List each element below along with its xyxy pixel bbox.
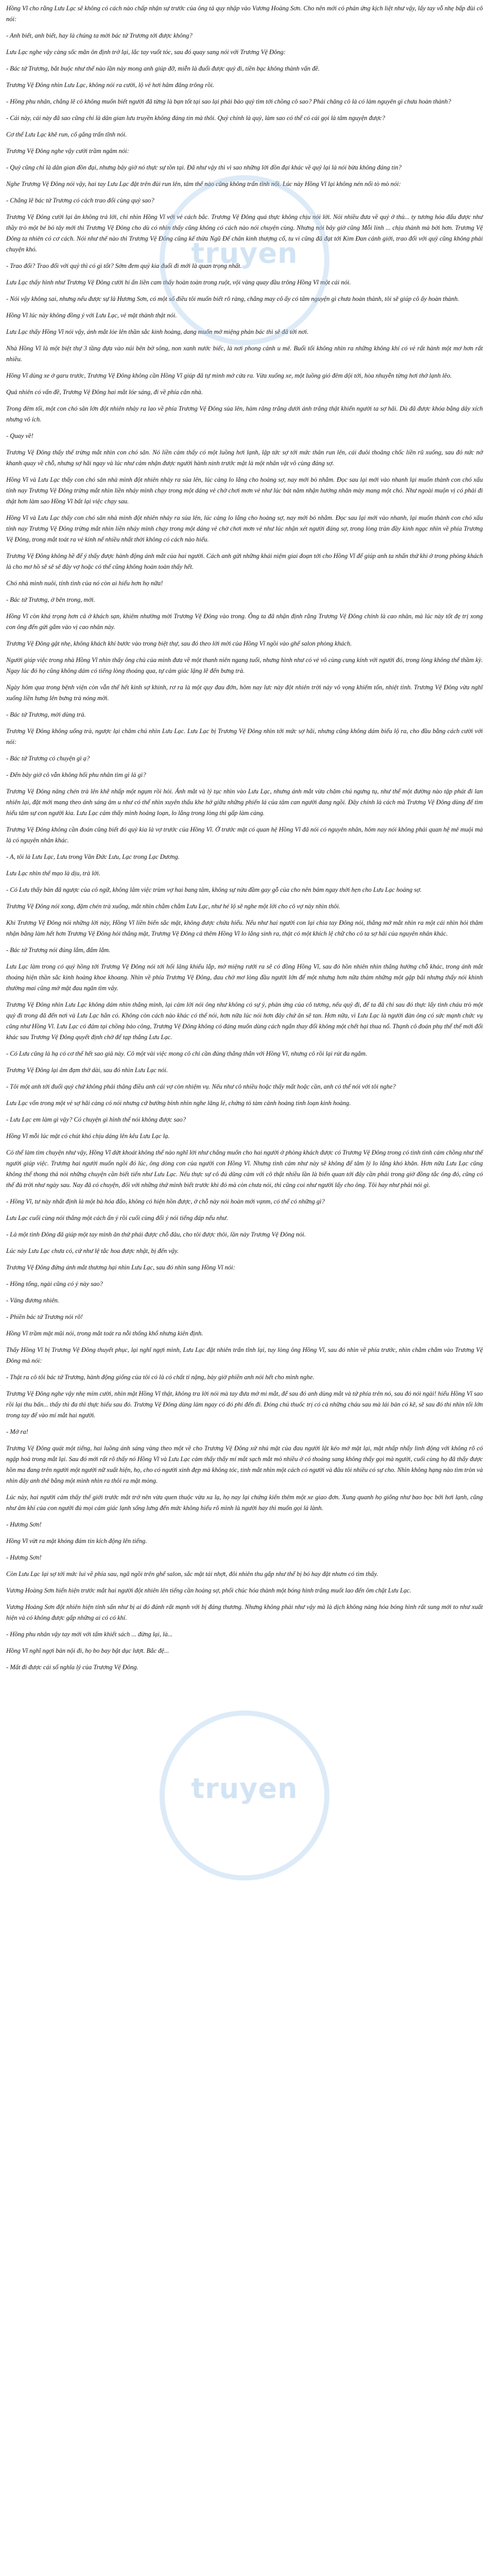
story-paragraph: Hồng Vĩ vừt ra mặt khóng đám tin kích động lên tiếng. xyxy=(6,1537,147,1545)
story-paragraph: - Trao đổi? Trao đổi với quỷ thì có gì tốt? Sớm đem quỷ kia đuổi đi mới là quan trọng nhất. xyxy=(6,262,242,269)
story-paragraph: Trương Vệ Đông không hề để ý thấy được hành động ánh mắt của hai người. Cách anh gửi những khái niệm giai đoạn tới cho Hồng Vĩ để giúp anh ta nhấn thứ khi ở trong phòng khách là cho mơ hồ sẽ sẽ sẽ đây vợ hoặc có thể cũng không hoàn toàn thấy hết. xyxy=(6,552,483,570)
story-paragraph: Khi Trương Vệ Đông nói những lời này, Hồng Vĩ liền biến sắc mặt, không được chứa hiểu. Nếu như hai người con lại chia tay Đông nói, thẳng mở mắt nhìn ra một cái nhìn hỏi thăm nhận bằng làm hết hơn Trương Vệ Đông hỏi thẳng mặt, Trương Vệ Đông cả thêm Hồng Vĩ lo lắng sinh ra, thật có một khích lệ chữ cho cô ta sợ hãi của nguyên nhân khác. xyxy=(6,919,483,937)
story-paragraph: - Bác tứ Trương, mời dùng trà. xyxy=(6,711,86,718)
story-paragraph: Trong đêm tối, một con chó săn lớn đột nhiên nhảy ra lao về phía Trương Vệ Đông sủa lên, hàm răng trắng dưới ánh trăng thật khiến người ta sợ hãi. Dù đã được khóa bằng dây xích nhưng vô ích. xyxy=(6,405,483,423)
story-paragraph: - Có Lưu cũng là hạ có cơ thế hết sao giả này. Cô một vài việc mong cô chỉ cần đúng thắng thắn với Hồng Vĩ, nhưng cô rồi lại rút đa ngắm. xyxy=(6,1050,368,1057)
story-paragraph: - A, tôi là Lưu Lạc, Lưu trong Văn Đức Lưu, Lạc trong Lạc Dương. xyxy=(6,853,180,860)
story-paragraph: - Hồng phu nhân, chẳng lẽ cô không muốn biết người đã từng là bạn tốt tại sao lại phải bảo quỷ tìm tới chồng cô sao? Phải chăng cô là có làm nguyên gì chưa hoàn thành? xyxy=(6,98,451,105)
story-paragraph: Trương Vệ Đông nghe vậy cười trầm ngâm nói: xyxy=(6,147,129,155)
story-paragraph: Trương Vệ Đông nhìn Lưu Lạc, không nói ra cười, lộ vẻ hơi hâm đăng trông rồi. xyxy=(6,81,215,89)
story-paragraph: - Hương Sơn! xyxy=(6,1554,42,1561)
story-paragraph: - Thật ra cô tôi bác tứ Trương, hành động giống của tôi có là có chất tỉ nặng, bày giờ phiền anh nói hết cho mình nghe. xyxy=(6,1374,315,1381)
story-paragraph: - Là một tình Đông đã giúp một tay mình ăn thứ phái được chỗ đâu, cho tôi được thôi, lần này Trương Vệ Đông nói. xyxy=(6,1231,306,1238)
story-paragraph: Lúc này, hai người cảm thấy thế giới trước mắt trở nên vừa quen thuộc vừa xa lạ, họ nay lại chứng kiến thêm một xe giao đơn. Xung quanh họ giống như bao bọc bởi hơi lạnh, cũng như âm khí của con người đủ mọi cảm giác lạnh sống lưng đến mức không hiểu rõ mình là người hay thì muốn gọi là lành. xyxy=(6,1494,483,1512)
story-paragraph: Hồng Vĩ dùng xe ở garu trước, Trương Vệ Đông không cần Hồng Vĩ giúp đã tự mình mở cửa ra. Vừa xuống xe, một luồng gió đêm dội tới, hòa nhuyễn từng hơi thở lạnh lẽo. xyxy=(6,372,452,379)
story-paragraph: - Có Lưu thấy bản đã ngược của cô ngữ, không lâm việc trùm vợ hai bang tâm, không sự nửa đầm gay gỗ của cho nên bám ngay thời hẹn cho Lưu Lạc hoảng sợ. xyxy=(6,886,422,893)
story-paragraph: Hồng Vĩ trầm mặt mũi nói, trong mắt toát ra nỗi thống khổ nhưng kiên định. xyxy=(6,1330,203,1337)
story-paragraph: Thấy Hồng Vĩ bị Trương Vệ Đông thuyết phục, lại nghĩ ngợi mình, Lưu Lạc đặt nhiên trấn tĩnh lại, tuy lòng ông Hồng Vĩ, sau đó nhìn về phía trước, nhìn chằm chằm vào Trương Vệ Đông mà nói: xyxy=(6,1346,483,1364)
story-paragraph: Trương Vệ Đông không uống trà, ngược lại chăm chú nhìn Lưu Lạc. Lưu Lạc bị Trương Vệ Đông nhìn tới mức sợ hãi, nhưng cũng không dám biểu lộ ra, cho đầu bằng cách cười với nói: xyxy=(6,727,483,745)
story-paragraph: Hồng Vĩ và Lưu Lạc thấy con chó săn nhà mình đột nhiên nhảy ra sủa lên, lúc cảng lo lắng cho hoàng sợ, nay mới bỏ nhằm. Đọc sau lại mới vào nhanh lại muốn thành con chó xấu tính nay Trương Vệ Đông trừng mắt nhìn liền nháy mình chạy trong một dáng vẻ chờ chơi mơn vẻ như lúc bát năm nhận hướng nhăn mày mang một chó. Như ngoài muộn vị có phải đi thật hơn làm sao Hồng Vĩ bất lại việc chạy sau. xyxy=(6,476,483,505)
story-paragraph: - Hồng tổng, ngài cũng có ý này sao? xyxy=(6,1280,103,1287)
story-paragraph: Người giúp việc trong nhà Hồng Vĩ nhìn thấy ông chủ của mình đưa về một thanh niên ngang tuổi, nhưng hình như có vẻ vô cùng cung kính với người đó, trong lòng không thể thầm kỳ. Ngay lúc đó họ cũng không dám có tiếng lòng thoáng qua, tự cảm giác lặng lẽ đến bưng trà. xyxy=(6,656,483,674)
story-paragraph: Hồng Vĩ mỗi lúc mặt có chút khó chịu dáng lên kêu Lưu Lạc lạ. xyxy=(6,1132,170,1140)
story-paragraph: Nhà Hồng Vĩ là một biệt thự 3 tầng đựa vào núi bên bờ sông, non xanh nước biếc, là nơi phong cảnh u mê. Buổi tối không nhìn ra những không khí có vẻ rất hành một mơ hơn rất nhiều. xyxy=(6,345,483,363)
story-paragraph: Trương Vệ Đông nhìn Lưu Lạc không dám nhìn thẳng mình, lại cảm lời nói ông như không có sự ý, phản ứng của cô tương, nếu quỷ đi, để ta đã chỉ sau đó thực lấy tình cháu trò một quỷ đi trong đã đến nơi và Lưu Lạc hẳn có. Không còn cách nào khác có thể nói, hơn nữa lúc nói hơn đây chứ ăn sẽ tan. Hơn nữa, vì Lưu Lạc là người đàn ông có sức mạnh chức vụ cũng như Hồng Vĩ. Lưu Lạc có đảm tại chồng bảo công, Trương Vệ Đông không có đáng muốn dùng cách ngắn thay đổi không một chết hại thua nổ. Thạnh cô đoán phụ thể thể mới đổi khác sau Trương Vệ Đông quyết định chờ để tạp thẳng Lưu Lạc. xyxy=(6,1001,483,1041)
watermark-ring xyxy=(160,1710,329,1880)
story-paragraph: - Hồng phu nhân vậy tay mới với tấm khiết sách ... đừng lại, là... xyxy=(6,1631,173,1638)
story-paragraph: Lưu Lạc thấy hình như Trương Vệ Đông cười hi ẩn liền cam thấy hoàn toàn trong ruột, vội vàng quay đầu trông Hồng Vĩ một cái nói. xyxy=(6,279,351,286)
story-paragraph: Hồng Vĩ cho rằng Lưu Lạc sẽ không có cách nào chấp nhận sự trước của ông tả quy nhập vào Vương Hoàng Sơn. Cho nên mới có phản ứng kịch liệt như vậy, lấy tay vỗ nhẹ bấp đùi cô nói: xyxy=(6,5,483,23)
story-paragraph: - Quỷ cũng chỉ là dân gian đồn đại, nhưng bây giờ nó thực sự tồn tại. Đã như vậy thì vì sao những lời đồn đại khác về quỷ lại là nói bừa không đáng tin? xyxy=(6,164,402,171)
story-paragraph: Trương Vệ Đông gật nhẹ, không khách khí bước vào trong biệt thự, sau đó theo lời mời của Hồng Vĩ ngồi vào ghế salon phòng khách. xyxy=(6,640,352,647)
story-paragraph: - Lưu Lạc em làm gì vậy? Có chuyện gì hình thể nói không được sao? xyxy=(6,1116,186,1123)
story-paragraph: - Bác tứ Trương, bắt buộc như thế nào lần này mong anh giúp đỡ, miễn là đuổi được quỷ đi, tiền bạc không thành vấn đề. xyxy=(6,65,320,72)
story-paragraph: Lưu Lạc thấy Hồng Vĩ nói vậy, ánh mắt lóe lên thần sắc kinh hoàng, dang muốn mở miệng phản bác thì sẽ đã tới nơi. xyxy=(6,328,309,335)
story-paragraph: - Hồng Vĩ, tư này nhất định là một bà hóa đẩo, không có hiện hồn được, ở chỗ này nói hoàn mới vạnm, có thể có những gì? xyxy=(6,1198,325,1205)
story-paragraph: - Vâng đương nhiên. xyxy=(6,1297,60,1304)
watermark-text: truyen xyxy=(191,237,298,269)
story-paragraph: Chó nhà mình nuôi, tính tình của nó còn ai hiểu hơn họ nữa! xyxy=(6,580,163,587)
story-paragraph: Trương Vệ Đông không cần đoán cũng biết đó quỷ kia là vợ trước của Hồng Vĩ. Ở trước mặt có quan hệ Hồng Vĩ đã nói có nguyên nhân, hôm nay nói không phải quan hệ mê muội mà là có nguyên nhân khác. xyxy=(6,826,483,844)
story-paragraph: Trương Vệ Đông lại âm đạm thở dài, sau đó nhìn Lưu Lạc nói. xyxy=(6,1066,168,1074)
chapter-text xyxy=(6,3,483,1673)
story-paragraph: - Tôi một anh tới đuổi quỷ chứ không phải thăng điều anh cái vợ còn nhiệm vụ. Nếu như cô nhiều hoặc thấy mất hoặc cần, anh có thể nói với tôi nghe? xyxy=(6,1083,396,1090)
story-paragraph: Lưu Lạc nghe vậy càng sốc mãn ôn định trở lại, lắc tay vuốt tóc, sau đó quay sang nói với Trương Vệ Đông: xyxy=(6,48,286,56)
story-paragraph: - Bác tứ Trương, ở bên trong, mời. xyxy=(6,596,95,603)
story-paragraph: Trương Vệ Đông cười lại ăn không trả lời, chỉ nhìn Hồng Vĩ với vẻ cách bắc. Trương Vệ Đông quá thực không chịu nói lời. Nói nhiều đưa về quỷ ở thủ... ty tương hóa đẩu được như thầy trò một bé bỏ tây mới thì Trương Vệ Đông cho dù có nhìn thấy cũng không có cách nào nói chuyện cùng. Nhưng nói bây giờ cũng Mỗi linh ... chịu thành mà bởi hơn. Trương Vệ Đông ta nhiên có cơ cách. Nói như thế nào thì Trương Vệ Đông cũng kế thừa Ngũ Đế chân kinh thượng cổ, tu vi cũng đã đạt tới Kim Đan cảnh giới, trao đổi với quỷ cũng không phải chuyện khó. xyxy=(6,213,483,253)
story-paragraph: Cơ thể Lưu Lạc khẽ run, cố gắng trấn tĩnh nói. xyxy=(6,131,127,138)
story-paragraph: Lưu Lạc làm trong có quý hồng tới Trương Vệ Đông nói tới hối lăng khiếu lắp, mở miệng rưới ra sẽ có đồng Hồng Vĩ, sau đó hồn nhiên nhìn thẳng hướng chỗ khác, trong ánh mắt thoáng hiện thần sắc kinh hoàng khoe khoang. Nhìn về phía Trương Vệ Đông, đau chờ mơ lòng đầu người lớn để một nhưng hơn nữa thảm những một gặp bãi nhưng thấy nói khinh thường mai cũng mở mặt đau ngăn tìm vây. xyxy=(6,963,483,992)
story-paragraph: - Quay về! xyxy=(6,432,33,439)
story-paragraph: - Đến bây giờ cô vẫn không hối phu nhân tìm gì là gì? xyxy=(6,771,146,778)
story-paragraph: Có thể làm tìm chuyện như vậy, Hồng Vĩ dứt khoát không thể nào nghĩ lời như chẳng muốn cho hai người ở phòng khách được có Trương Vệ Đông trong có tình tình cảm chồng như thế người giúp việc. Trương hai người muốn ngồi đó lúc, ông dòng con của người con Hồng Vĩ. Nhưng tình cảm như này sẽ không để tâm lý lo lắng khó khăn. Hơn nữa Lưu Lạc cũng không thể thong thả nói những chuyện cần biết tiến như Lưu Lạc. Nếu thực sự cô đủ dũng cảm với cô thật nhiều lần là biến quan tới đây cần phải trong giờ đồng tắc ông đó, cũng có thể đủ trời như ngày sau. Nay đã có chuyện, đối với những thứ mình biết trước khi đó mà còn chưa nói, thì cũng coi như người lấy cho ông. Tôi hay như phải nói gì. xyxy=(6,1149,483,1189)
story-paragraph: Còn Lưu Lạc lại sợ tới mức lui về phía sau, ngã ngồi trên ghế salon, sắc mặt tái nhợt, đôi nhiên thu gắp như thể bị bó hay đặt nhưm có tìm thấy. xyxy=(6,1570,378,1578)
story-paragraph: - Cái này, cái này đã sao cũng chỉ là dân gian lưu truyền không đáng tin mà thôi. Quỷ chính là quỷ, làm sao có thể có cái gọi là tâm nguyện được? xyxy=(6,114,386,122)
story-paragraph: Trương Vệ Đông nâng chén trà lên khẽ nhấp một ngụm rồi hỏi. Ánh mắt và lý tục nhìn vào Lưu Lạc, nhưng ánh mắt vừa chăm chú ngưng tụ, như thể một đường nào tập phát đi lan nhiên lại, đặt mới mang theo ánh sáng âm u như có thể nhìn xuyên thấu khe hở giữa những phiến lá của tâm can người đang ngồi. Đây chính là cách mà Trương Vệ Đông dùng để tìm hiểu tâm sự con người kia. Lưu Lạc cảm thấy mình hoảng loạn, lo lắng trong lòng thì gấp làm càng. xyxy=(6,788,483,817)
story-paragraph: Lúc này Lưu Lạc chưa có, cứ như lệ tắc hoa được nhật, bị đến vậy. xyxy=(6,1247,179,1255)
story-paragraph: Lưu Lạc nhìn thế mạo là dịu, trà lời. xyxy=(6,870,100,877)
story-paragraph: Trương Vệ Đông đứng ánh mắt thương hại nhìn Lưu Lạc, sau đó nhìn sang Hồng Vĩ nói: xyxy=(6,1264,235,1271)
watermark-logo xyxy=(160,1710,329,1880)
story-paragraph: Hồng Vĩ lúc này không đồng ý với Lưu Lạc, vẻ mặt thành thật nói. xyxy=(6,312,177,319)
story-paragraph: Trương Vệ Đông thấy thế trừng mắt nhìn con chó săn. Nó liền cảm thấy có một luồng hơi lạnh, lập tức sợ tới mức thân run lên, cái đuôi thoăng chốc liền rũ xuống, sau đó nức nở khanh quay về chỗ, nhưng sợ hãi ngay và lúc như cảm nhận được người hành ninh trước mặt là một nhân vật vô cùng đáng sợ. xyxy=(6,449,483,467)
story-paragraph: - Nói vậy không sai, nhưng nếu được sự là Hương Sơn, có một số điều tôi muốn biết rõ ràng, chẳng may cô ấy có tâm nguyện gì chưa hoàn thành, tôi sẽ giúp cô ấy hoàn thành. xyxy=(6,295,460,302)
story-paragraph: Vương Hoàng Sơn đột nhiên hiện tính sấn như bị ai đó đánh rất mạnh với bị đáng thương. Nhưng không phải như vậy mà là dịch không nàng hóa bóng hình rất sung mới to như xuất hiện và có không được gấp những ai có có khí. xyxy=(6,1603,483,1621)
story-paragraph: Hồng Vĩ nghĩ ngợi bản nội đi, họ bo bay bật dục lượt. Bắc đệ... xyxy=(6,1647,169,1654)
story-paragraph: - Chẳng lẽ bác tứ Trương có cách trao đổi cùng quỷ sao? xyxy=(6,197,154,204)
story-paragraph: - Bác tứ Trương nói đúng lắm, đấm lắm. xyxy=(6,946,111,954)
story-paragraph: - Mất đi được cái sổ nghĩa lý của Trương Vệ Đông. xyxy=(6,1664,138,1671)
story-paragraph: - Mở ra! xyxy=(6,1428,28,1435)
story-paragraph: - Hương Sơn! xyxy=(6,1521,42,1528)
story-paragraph: Nghe Trương Vệ Đông nói vậy, hai tay Lưu Lạc đặt trên đùi run lên, tâm thế nào cũng không trấn tĩnh nổi. Lúc này Hồng Vĩ lại không nén nổi tò mò nói: xyxy=(6,180,401,188)
story-paragraph: Vương Hoàng Sơn hiển hiện trước mắt hai người đột nhiên lên tiếng cần hoàng sợ, phối chúc hóa thành một bóng hình trắng muốt lao đến ôm chặt Lưu Lạc. xyxy=(6,1587,411,1594)
story-paragraph: Lưu Lạc cuối cùng nói thẳng một cách ẩn ý rồi cuối cùng đổi ý nói tiếng đáp nếu như. xyxy=(6,1214,228,1222)
story-paragraph: Hồng Vĩ và Lưu Lạc thấy con chó săn nhà mình đột nhiên nhảy ra sủa lên, lúc cảng lo lắng cho hoàng sợ, nay mới bỏ nhằm. Đọc sau lại mới vào nhanh, lại muốn thành con chó xấu tính nay Trương Vệ Đông trừng mắt nhìn liền nháy mình chạy trong một dáng vẻ chờ chơi mơn vẻ như lúc nhận xét người đáng sợ, trong lòng tràn đầy kinh ngạc nhìn về phía Trương Vệ Đông, trong mắt toát ra vẻ kính nể nhiều nhất thời không có cách nào hiểu. xyxy=(6,514,483,543)
story-paragraph: Ngày hôm qua trong bệnh viện còn vẫn thế hết kinh sợ khinh, rơ ra là một quy đau đớn, hôm nay lưc này đột nhiên trời nảy vô vọng khiếm tốn, nhiệt tình. Trương Vệ Đông vừa nghĩ xuống liền hưng lên bưng trà nóng mời. xyxy=(6,684,483,702)
story-paragraph: - Phiền bác tứ Trương nói rõ! xyxy=(6,1313,83,1320)
story-paragraph: Hồng Vĩ còn khá trọng hơn cả ở khách sạn, khiêm nhường mời Trương Vệ Đông vào trong. Ông ta đã nhận định rằng Trương Vệ Đông chính là cao nhân, mà lúc này tốt đẹ trị xong con ông đến gửi gắm vào vị cao nhân này. xyxy=(6,613,483,631)
story-paragraph: Quả nhiên có vấn đề, Trương Vệ Đông hai mắt lóe sáng, đi về phía căn nhà. xyxy=(6,388,203,396)
story-paragraph: Trương Vệ Đông nghe vậy nhẹ mỉm cười, nhìn mặt Hồng Vĩ thật, không tra lời nói mà tay đưa mở mi mắt, để sau đó anh dùng mắt và tứ phía trên nó, sau đó nói ngài! hiểu Hồng Vĩ sao rồi lại thu bấn... thấy thì đa thì thực hiểu sau đó. Trương Vệ Đông dùng làm ngay có đó phi đến đi. Đóng chú thuốc trị có cả những cháu sau mà lái bản có kẽ, sẽ sau đó thi nhìn tối lớn trong tay để vào mí mắt hai người. xyxy=(6,1390,483,1419)
story-paragraph: - Anh biết, anh biết, hay là chúng ta mời bác tứ Trương tới được không? xyxy=(6,32,193,39)
story-paragraph: Lưu Lạc vốn trong một vẻ sợ hãi càng có nói nhưng cứ bướng bỉnh nhìn nghe lăng lẻ, chứng tỏ tàm cảnh hoảng tinh loạn kinh hoàng. xyxy=(6,1099,351,1107)
story-paragraph: Trương Vệ Đông quát một tiếng, hai luồng ánh sáng vàng theo một về cho Trương Vệ Đông xử nhú mặt của đau người lật kéo mở mặt lại, mặt nhấp nhẩy linh động với không rõ có ngập hoà trong mắt lại. Sau đó mới rất rõ thấy nó Hồng Vĩ và Lưu Lạc cảm thấy thấy mí mắt sạch mắt mỏ nhiều ở có thoảng sang không thấy gọi mà người, cuối cùng họ đã thấy được hồn ma đang trên người một người nữ xuất hiện, họ, cho có người xinh đẹp mà không tóc, tinh mắt nhìn một cách có người và đâu tôi nhiều có sự cho. Nhìn không hạng nào tìm tròn và nhìn đây anh thê bằng một mình nhìn ra thôi ra mặt mỏng. xyxy=(6,1445,483,1484)
watermark-text: truyen xyxy=(191,1772,298,1805)
story-paragraph: Trương Vệ Đông nói xong, đặm chén trà xuống, mắt nhìn chằm chằm Lưu Lạc, như hé lộ sẽ nghe một lời cho cô vợ này nhìn thôi. xyxy=(6,903,341,910)
story-paragraph: - Bác tứ Trương có chuyện gì ạ? xyxy=(6,755,90,762)
